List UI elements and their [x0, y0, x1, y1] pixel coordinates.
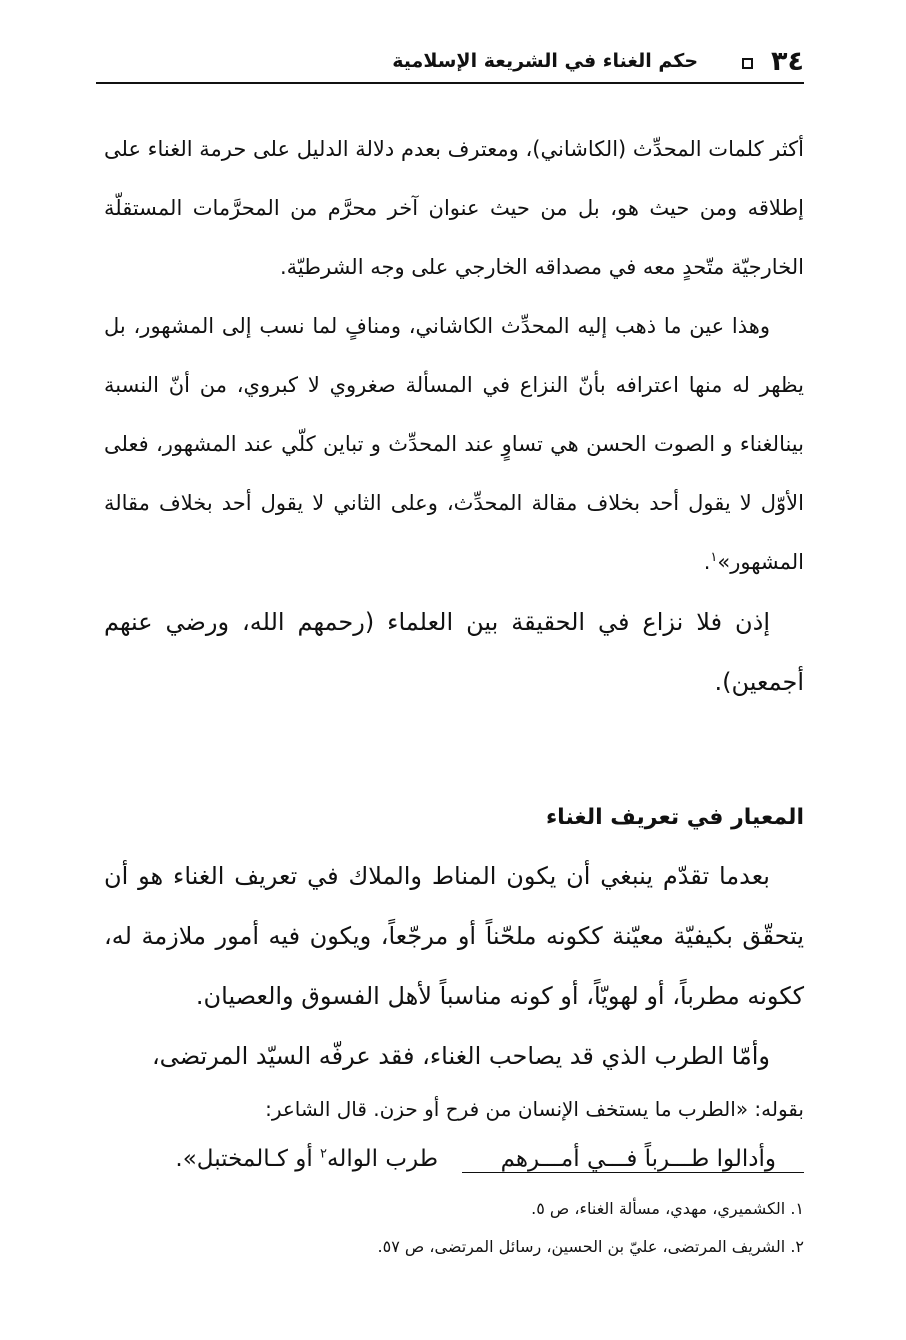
paragraph-5: وأمّا الطرب الذي قد يصاحب الغناء، فقد عرفّه السيّد المرتضى،	[151, 1042, 770, 1070]
paragraph-1: أكثر كلمات المحدِّث (الكاشاني)، ومعترف بعدم دلالة الدليل على حرمة الغناء على إطلاقه ومن حيث هو، بل من حيث عنوان آخر محرَّم من المحرَّمات المستقلّة الخارجيّة متّحدٍ معه في مصداقه الخارجي على وجه الشرطيّة.	[103, 137, 804, 279]
running-header	[96, 40, 804, 84]
footnote-divider	[462, 1172, 804, 1173]
paragraph-2	[104, 297, 804, 592]
page-number: ٣٤	[771, 45, 804, 77]
square-ornament-icon	[742, 58, 753, 69]
footnote-2: ٢. الشريف المرتضى، عليّ بن الحسين، رسائل المرتضى، ص ٥٧.	[377, 1237, 804, 1256]
footnote-1: ١. الكشميري، مهدي، مسألة الغناء، ص ٥.	[531, 1199, 804, 1218]
poetry-verse	[104, 1132, 776, 1186]
book-title: حكم الغناء في الشريعة الإسلامية	[392, 50, 699, 72]
body-text	[104, 120, 804, 1186]
paragraph-4: بعدما تقدّم ينبغي أن يكون المناط والملاك في تعريف الغناء هو أن يتحقّق بكيفيّة معيّنة ككونه ملحّناً أو مرجّعاً، ويكون فيه أمور ملازمة له، ككونه مطرباً، أو لهويّاً، أو كونه مناسباً لأهل الفسوق والعصيان.	[104, 862, 804, 1010]
section-2	[104, 846, 804, 1186]
verse-first-hemistich: وأدالوا طـــرباً فـــي أمـــرهم	[500, 1146, 776, 1172]
quote-lead: بقوله: «الطرب ما يستخف الإنسان من فرح أو حزن. قال الشاعر:	[265, 1097, 804, 1121]
paragraph-2-text: وهذا عين ما ذهب إليه المحدِّث الكاشاني، ومنافٍ لما نسب إلى المشهور، بل يظهر له منها اعترافه بأنّ النزاع في المسألة صغروي لا كبروي، من أنّ النسبة بينالغناء و الصوت الحسن هي تساوٍ عند المحدِّث و تباين كلّي عند المشهور، فعلى الأوّل لا يقول أحد بخلاف مقالة المحدِّث، وعلى الثاني لا يقول أحد بخلاف مقالة المشهور»	[104, 314, 804, 574]
verse-second-end: أو كـالمختبل».	[175, 1146, 321, 1172]
paragraph-3: إذن فلا نزاع في الحقيقة بين العلماء (رحمهم الله، ورضي عنهم أجمعين).	[104, 608, 804, 696]
footnotes	[104, 1190, 804, 1266]
verse-second-text: طرب الواله	[327, 1146, 438, 1172]
paragraph-2-end: .	[703, 550, 711, 574]
section-heading: المعيار في تعريف الغناء	[545, 805, 804, 830]
footnote-ref-1: ١	[710, 550, 718, 565]
footnote-ref-2: ٢	[320, 1146, 328, 1162]
verse-second-hemistich	[175, 1132, 438, 1186]
